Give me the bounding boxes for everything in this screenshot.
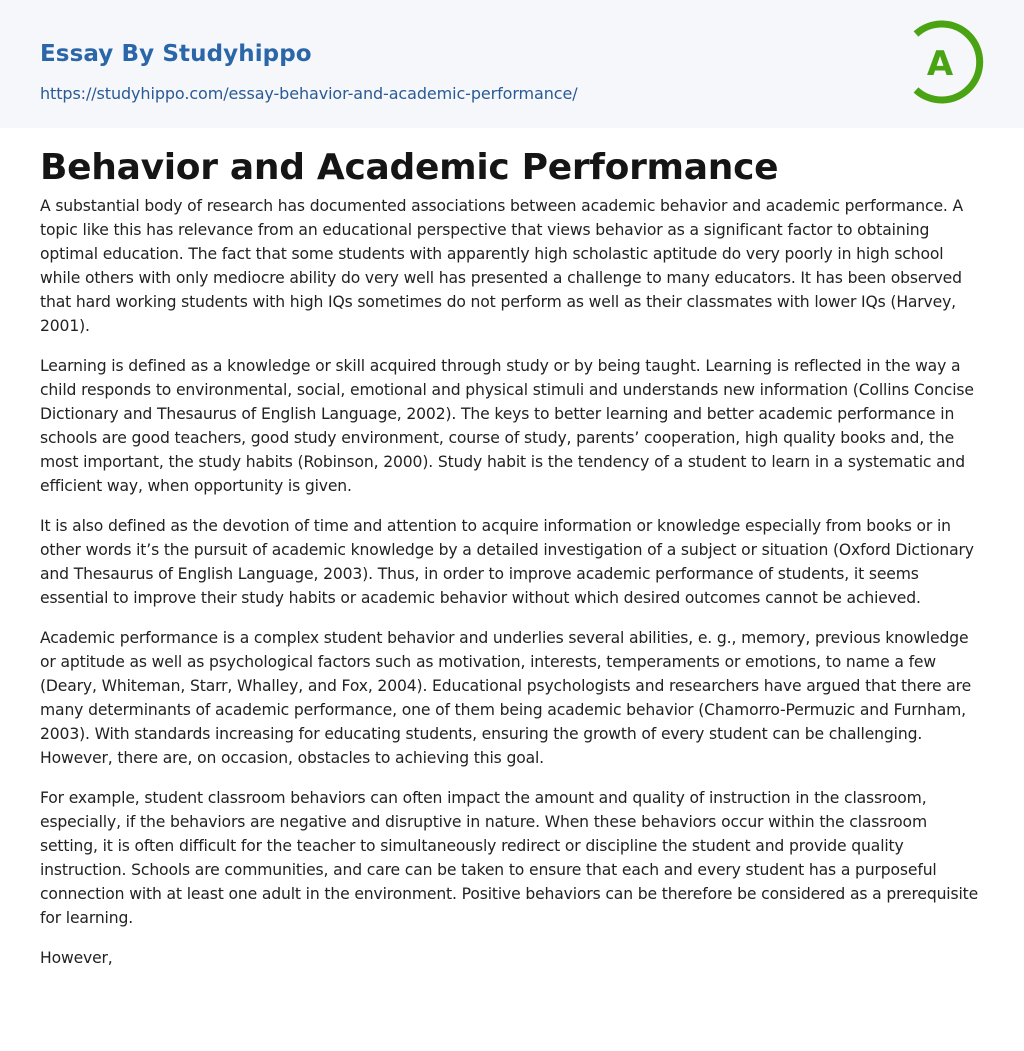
paragraph-truncated: However, (40, 949, 113, 967)
paragraph: For example, student classroom behaviors can often impact the amount and quality of instruction in the classroom, especially, if the behaviors are negative and disruptive in nature. When these behaviors occur within the classroom setting, it is often difficult for the teacher to simultaneously redirect or discipline the student and provide quality instruction. Schools are communities, and care can be taken to ensure that each and every student has a purposeful connection with at least one adult in the environment. Positive behaviors can be therefore be considered as a prerequisite for learning. (40, 789, 979, 927)
article-body (40, 194, 986, 986)
studyhippo-logo[interactable] (908, 18, 988, 106)
paragraph: Academic performance is a complex student behavior and underlies several abilities, e. g., memory, previous knowledge or aptitude as well as psychological factors such as motivation, interests, temperaments or emotions, to name a few (Deary, Whiteman, Starr, Whalley, and Fox, 2004). Educational psychologists and researchers have argued that there are many determinants of academic performance, one of them being academic behavior (Chamorro-Permuzic and Furnham, 2003). With standards increasing for educating students, ensuring the growth of every student can be challenging. However, there are, on occasion, obstacles to achieving this goal. (40, 629, 972, 767)
page-title: Behavior and Academic Performance (40, 147, 779, 188)
paragraph: A substantial body of research has documented associations between academic behavior and academic performance. A topic like this has relevance from an educational perspective that views behavior as a significant factor to obtaining optimal education. The fact that some students with apparently high scholastic aptitude do very poorly in high school while others with only mediocre ability do very well has presented a challenge to many educators. It has been observed that hard working students with high IQs sometimes do not perform as well as their classmates with lower IQs (Harvey, 2001). (40, 197, 964, 335)
paragraph: Learning is defined as a knowledge or skill acquired through study or by being taught. Learning is reflected in the way a child responds to environmental, social, emotional and physical stimuli and understands new information (Collins Concise Dictionary and Thesaurus of English Language, 2002). The keys to better learning and better academic performance in schools are good teachers, good study environment, course of study, parents’ cooperation, high quality books and, the most important, the study habits (Robinson, 2000). Study habit is the tendency of a student to learn in a systematic and efficient way, when opportunity is given. (40, 357, 974, 495)
site-title: Essay By Studyhippo (40, 41, 312, 67)
logo-arc-icon (908, 18, 988, 106)
essay-url-link[interactable]: https://studyhippo.com/essay-behavior-and-academic-performance/ (40, 84, 578, 103)
logo-letter: A (926, 44, 954, 84)
paragraph: It is also defined as the devotion of time and attention to acquire information or knowledge especially from books or in other words it’s the pursuit of academic knowledge by a detailed investigation of a subject or situation (Oxford Dictionary and Thesaurus of English Language, 2003). Thus, in order to improve academic performance of students, it seems essential to improve their study habits or academic behavior without which desired outcomes cannot be achieved. (40, 517, 974, 607)
